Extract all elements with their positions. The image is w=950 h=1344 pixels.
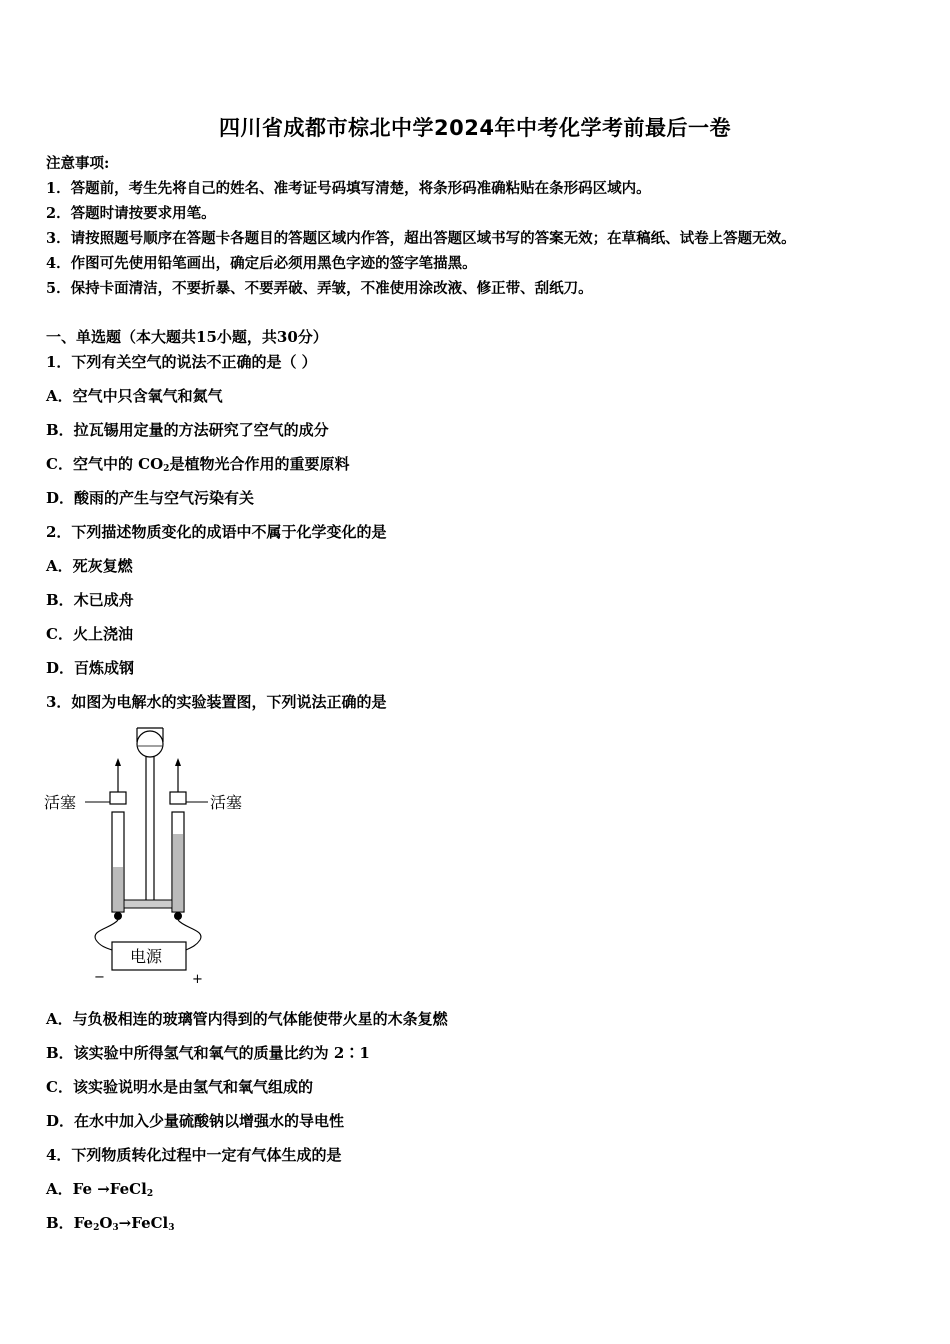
funnel-bulb: [137, 731, 163, 757]
positive-electrode: [174, 912, 182, 920]
q1-c-sub: 2: [163, 464, 170, 474]
q1-option-d: D．酸雨的产生与空气污染有关: [46, 489, 255, 507]
power-source-label: 电源: [130, 947, 163, 966]
q1-c-post: 是植物光合作用的重要原料: [169, 455, 350, 473]
q1-option-a: A．空气中只含氧气和氮气: [46, 387, 223, 405]
q2-option-a: A．死灰复燃: [46, 557, 133, 575]
q4-stem: 4．下列物质转化过程中一定有气体生成的是: [46, 1146, 342, 1164]
q4-option-a: [46, 1178, 153, 1199]
notice-item-2: 2．答题时请按要求用笔。: [46, 205, 216, 222]
q1-option-c: [46, 453, 349, 474]
q2-option-c: C．火上浇油: [46, 625, 133, 643]
q1-option-b: B．拉瓦锡用定量的方法研究了空气的成分: [46, 421, 329, 439]
q1-c-pre: C．空气中的 CO: [46, 455, 164, 473]
notice-heading: 注意事项:: [46, 155, 110, 172]
q2-option-b: B．木已成舟: [46, 591, 134, 609]
section-heading: 一、单选题（本大题共15小题，共30分）: [46, 328, 328, 346]
q4-a-sub: 2: [146, 1189, 154, 1199]
q2-stem: 2．下列描述物质变化的成语中不属于化学变化的是: [46, 523, 387, 541]
q3-option-b: B．该实验中所得氢气和氧气的质量比约为 2∶1: [46, 1044, 370, 1062]
q3-option-d: D．在水中加入少量硫酸钠以增强水的导电性: [46, 1112, 345, 1130]
stopcock-label-left: 活塞: [44, 793, 77, 812]
notice-item-3: 3．请按照题号顺序在答题卡各题目的答题区域内作答，超出答题区域书写的答案无效；在草稿纸、试卷上答题无效。: [46, 230, 796, 247]
stopcock-label-right: 活塞: [210, 793, 243, 812]
q4-option-b: [46, 1212, 175, 1233]
page-title: 四川省成都市棕北中学2024年中考化学考前最后一卷: [219, 116, 731, 140]
electrolysis-apparatus-figure: [40, 722, 250, 987]
q4-b-s2: 3: [112, 1223, 119, 1233]
q3-option-c: C．该实验说明水是由氢气和氧气组成的: [46, 1078, 313, 1096]
q1-stem: 1．下列有关空气的说法不正确的是（ ）: [46, 353, 317, 371]
notice-item-1: 1．答题前，考生先将自己的姓名、准考证号码填写清楚，将条形码准确粘贴在条形码区域内。: [46, 180, 651, 197]
q4-b-s1: 2: [93, 1223, 100, 1233]
left-tube: [110, 758, 126, 912]
negative-electrode: [114, 912, 122, 920]
q3-stem: 3．如图为电解水的实验装置图，下列说法正确的是: [46, 693, 387, 711]
q3-option-a: A．与负极相连的玻璃管内得到的气体能使带火星的木条复燃: [46, 1010, 448, 1028]
q2-option-d: D．百炼成钢: [46, 659, 135, 677]
plus-sign: +: [192, 972, 203, 987]
q4-b-p3: →FeCl: [118, 1214, 169, 1232]
notice-item-5: 5．保持卡面清洁，不要折暴、不要弄破、弄皱，不准使用涂改液、修正带、刮纸刀。: [46, 280, 593, 297]
q4-b-p2: O: [99, 1214, 113, 1232]
q4-b-p1: B．Fe: [46, 1214, 94, 1232]
q4-b-s3: 3: [168, 1223, 175, 1233]
minus-sign: −: [94, 970, 105, 985]
q4-a-pre: A．Fe →FeCl: [46, 1180, 147, 1198]
right-tube: [170, 758, 186, 912]
notice-item-4: 4．作图可先使用铅笔画出，确定后必须用黑色字迹的签字笔描黑。: [46, 255, 477, 272]
